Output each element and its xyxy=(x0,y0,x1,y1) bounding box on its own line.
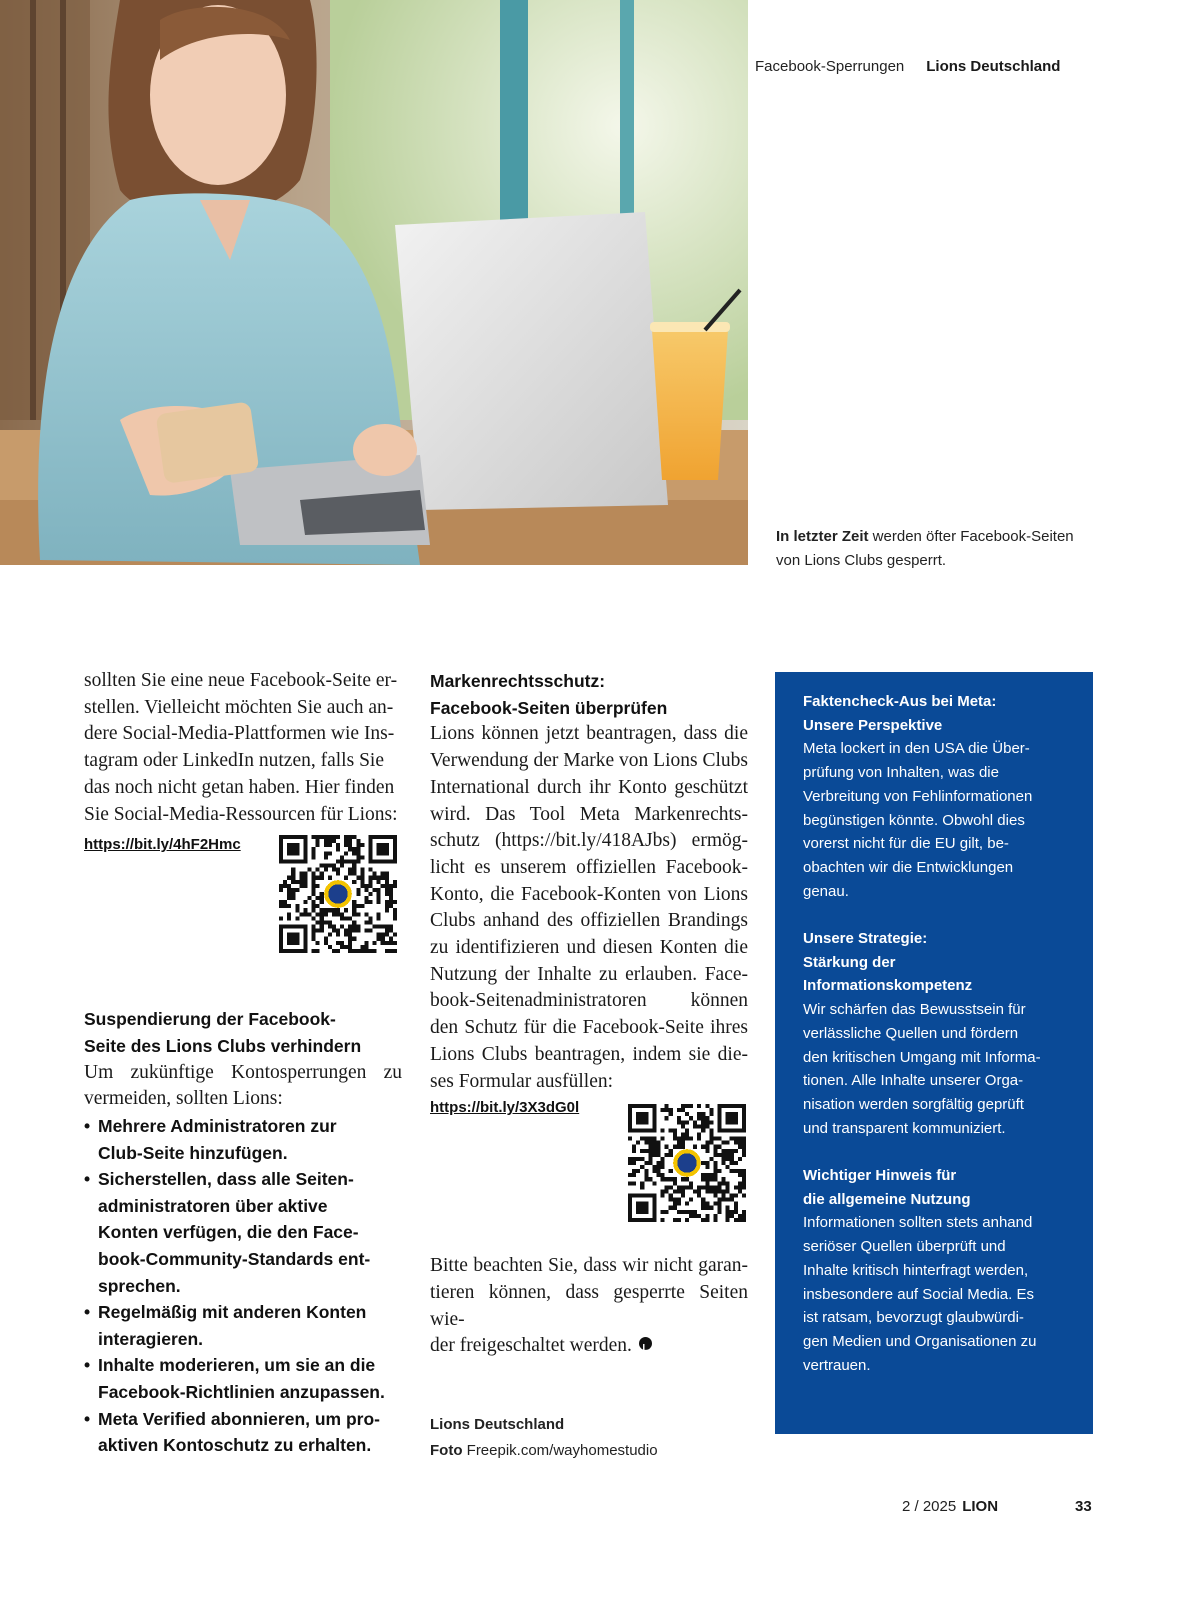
list-item xyxy=(84,1113,402,1166)
suspension-heading xyxy=(84,1006,402,1059)
woman-with-laptop-image xyxy=(0,0,748,565)
heading-line: Faktencheck-Aus bei Meta: xyxy=(803,693,997,710)
text-line: Verbreitung von Fehlinformationen xyxy=(803,787,1033,805)
heading-line: die allgemeine Nutzung xyxy=(803,1190,971,1208)
text-line: seriöser Quellen überprüft und xyxy=(803,1238,1006,1256)
text-line: sollten Sie eine neue Facebook-Seite er- xyxy=(84,670,398,691)
text-line: tagram oder LinkedIn nutzen, falls Sie xyxy=(84,750,384,772)
item-line: aktiven Kontoschutz zu erhalten. xyxy=(98,1435,372,1456)
column-2 xyxy=(430,668,748,1464)
text-line: genau. xyxy=(803,882,849,900)
text-line: nisation werden sorgfältig geprüft xyxy=(803,1095,1024,1113)
text-line: International durch ihr Konto geschützt xyxy=(430,776,748,798)
heading-line: Informationskompetenz xyxy=(803,977,973,995)
text-line: obachten wir die Entwicklungen xyxy=(803,858,1014,876)
text-line: schutz (https://bit.ly/418AJbs) ermög- xyxy=(430,830,748,852)
text-line: dere Social-Media-Plattformen wie Ins- xyxy=(84,723,395,745)
suspension-paragraph xyxy=(84,1060,402,1113)
credits xyxy=(430,1412,748,1464)
text-line: tionen. Alle Inhalte unserer Orga- xyxy=(803,1072,1024,1090)
text-line: Lions können jetzt beantragen, dass die xyxy=(430,723,748,745)
trademark-paragraph xyxy=(430,721,748,1095)
item-line: administratoren über aktive xyxy=(98,1195,328,1216)
text-line: ist ratsam, bevorzugt glaubwürdi- xyxy=(803,1309,1024,1327)
item-line: • Inhalte moderieren, um sie an die xyxy=(98,1355,376,1376)
text-line: verlässliche Quellen und fördern xyxy=(803,1024,1019,1042)
author: Lions Deutschland xyxy=(430,1416,565,1434)
heading-line: Wichtiger Hinweis für xyxy=(803,1167,957,1185)
running-header xyxy=(755,58,1095,75)
heading-line: Markenrechtsschutz: xyxy=(430,671,606,691)
infobox-text xyxy=(803,1211,1067,1377)
photo-label: Foto xyxy=(430,1442,463,1460)
text-line: Lions Clubs beantragen, indem sie die- xyxy=(430,1043,748,1065)
text-line: zu identifizieren und diesen Konten die xyxy=(430,937,748,959)
text-line: Informationen sollten stets anhand xyxy=(803,1214,1033,1232)
item-line: sprechen. xyxy=(98,1275,181,1296)
item-line: Facebook-Richtlinien anzupassen. xyxy=(98,1381,385,1402)
text-line: Inhalte kritisch hinterfragt werden, xyxy=(803,1261,1029,1279)
item-line: • Sicherstellen, dass alle Seiten- xyxy=(98,1169,354,1190)
text-line: Sie Social-Media-Ressourcen für Lions: xyxy=(84,803,398,825)
infobox-text xyxy=(803,737,1067,903)
form-link[interactable]: https://bit.ly/3X3dG0l xyxy=(430,1099,580,1117)
text-line: Meta lockert in den USA die Über- xyxy=(803,740,1030,758)
text-line: Clubs anhand des offiziellen Brandings xyxy=(430,910,748,932)
photo-caption xyxy=(776,525,1076,573)
header-section: Facebook-Sperrungen xyxy=(755,58,905,75)
lions-end-mark-icon xyxy=(639,1337,652,1350)
closing-text: der freigeschaltet werden. xyxy=(430,1335,632,1357)
text-line: Nutzung der Inhalte zu erlauben. Face- xyxy=(430,963,748,985)
intro-paragraph xyxy=(84,668,402,828)
closing-paragraph xyxy=(430,1253,748,1360)
text-line: Um zukünftige Kontosperrungen zu xyxy=(84,1061,402,1083)
heading-line: Unsere Strategie: xyxy=(803,930,928,948)
trademark-heading xyxy=(430,668,748,721)
item-line: • Regelmäßig mit anderen Konten xyxy=(98,1302,367,1323)
text-line: begünstigen könnte. Obwohl dies xyxy=(803,811,1025,829)
text-line: gen Medien und Organisationen zu xyxy=(803,1332,1037,1350)
text-line: stellen. Vielleicht möchten Sie auch an- xyxy=(84,696,394,718)
item-line: • Mehrere Administratoren zur xyxy=(98,1116,337,1137)
heading-line: Unsere Perspektive xyxy=(803,716,943,734)
magazine-name: LION xyxy=(962,1498,999,1515)
qr-code-form[interactable] xyxy=(628,1104,746,1222)
resources-link[interactable]: https://bit.ly/4hF2Hmc xyxy=(84,836,241,854)
text-line: vorerst nicht für die EU gilt, be- xyxy=(803,835,1009,853)
infobox-heading xyxy=(803,690,1067,737)
list-item xyxy=(84,1166,402,1299)
column-1 xyxy=(84,668,402,1459)
list-item xyxy=(84,1299,402,1352)
heading-line: Suspendierung der Facebook- xyxy=(84,1009,336,1030)
infobox-text xyxy=(803,998,1067,1140)
page-footer xyxy=(902,1498,1092,1515)
heading-line: Facebook-Seiten überprüfen xyxy=(430,697,668,718)
text-line: Konto, die Facebook-Konten von Lions xyxy=(430,883,748,905)
item-line: Konten verfügen, die den Face- xyxy=(98,1222,359,1243)
text-line: und transparent kommuniziert. xyxy=(803,1119,1006,1137)
text-line: Verwendung der Marke von Lions Clubs xyxy=(430,750,748,772)
heading-line: Stärkung der xyxy=(803,953,896,971)
text-line: licht es unserem offiziellen Facebook- xyxy=(430,856,748,878)
item-line: Club-Seite hinzufügen. xyxy=(98,1142,288,1163)
list-item xyxy=(84,1352,402,1405)
text-line: vermeiden, sollten Lions: xyxy=(84,1088,283,1110)
text-line: das noch nicht getan haben. Hier finden xyxy=(84,776,395,798)
text-line: book-Seitenadministratoren können xyxy=(430,990,748,1012)
text-line: tieren können, dass gesperrte Seiten wie- xyxy=(430,1281,748,1330)
issue-number: 2 / 2025 xyxy=(902,1498,957,1515)
fact-check-infobox xyxy=(775,672,1093,1434)
recommendation-list xyxy=(84,1113,402,1459)
text-line: insbesondere auf Social Media. Es xyxy=(803,1285,1034,1303)
item-line: interagieren. xyxy=(98,1328,204,1349)
text-line: ses Formular ausfüllen: xyxy=(430,1070,614,1092)
text-line: Bitte beachten Sie, dass wir nicht garan- xyxy=(430,1255,748,1277)
text-line: prüfung von Inhalten, was die xyxy=(803,764,999,782)
caption-bold: In letzter Zeit xyxy=(776,528,869,545)
infobox-heading xyxy=(803,927,1067,998)
item-line: book-Community-Standards ent- xyxy=(98,1249,371,1269)
text-line: den kritischen Umgang mit Informa- xyxy=(803,1048,1041,1066)
text-line xyxy=(430,1333,748,1360)
heading-line: Seite des Lions Clubs verhindern xyxy=(84,1035,362,1056)
text-line: wird. Das Tool Meta Markenrechts- xyxy=(430,803,748,825)
photo-credit: Freepik.com/wayhomestudio xyxy=(462,1442,658,1460)
text-line: den Schutz für die Facebook-Seite ihres xyxy=(430,1017,748,1039)
qr-code-resources[interactable] xyxy=(279,835,397,953)
item-line: • Meta Verified abonnieren, um pro- xyxy=(98,1408,380,1429)
text-line: Wir schärfen das Bewusstsein für xyxy=(803,1001,1026,1019)
text-line: vertrauen. xyxy=(803,1356,871,1374)
header-brand: Lions Deutschland xyxy=(926,58,1061,75)
hero-photo xyxy=(0,0,748,565)
caption-text: werden öfter Facebook-Seiten von Lions Clubs gesperrt. xyxy=(776,528,1074,569)
page-number: 33 xyxy=(1075,1498,1092,1515)
list-item xyxy=(84,1406,402,1459)
infobox-heading xyxy=(803,1164,1067,1211)
